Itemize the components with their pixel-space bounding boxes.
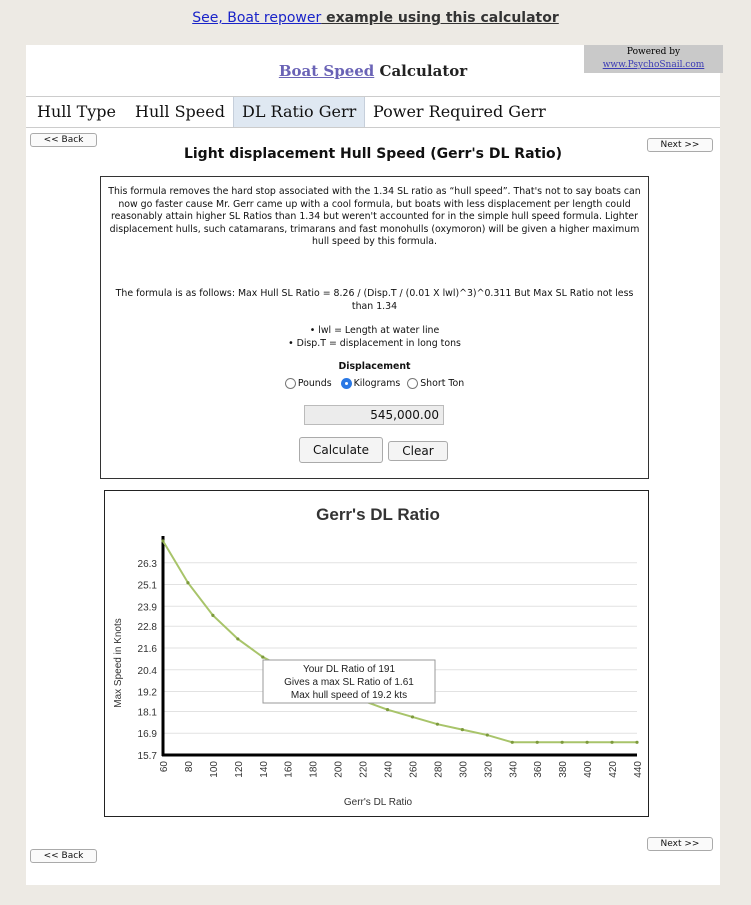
data-point — [261, 655, 264, 658]
x-tick-label: 400 — [583, 761, 595, 778]
bullet-lwl-text: lwl = Length at water line — [318, 325, 440, 336]
chart-y-label: Max Speed in Knots — [113, 618, 124, 708]
tab-power-required-gerr[interactable]: Power Required Gerr — [373, 102, 546, 121]
annotation-line-2: Gives a max SL Ratio of 1.61 — [284, 677, 414, 688]
dl-ratio-chart — [105, 491, 648, 816]
x-tick-label: 80 — [183, 761, 195, 773]
x-tick-label: 440 — [633, 761, 644, 778]
series-line — [163, 541, 637, 742]
back-button-top[interactable]: << Back — [30, 133, 97, 147]
radio-kilograms-circle[interactable] — [341, 378, 352, 389]
page-title — [26, 62, 720, 80]
powered-by-label: Powered by — [626, 47, 681, 57]
back-button-bottom[interactable]: << Back — [30, 849, 97, 863]
chart-title: Gerr's DL Ratio — [316, 505, 440, 524]
calculator-page — [26, 45, 720, 885]
x-tick-label: 420 — [608, 761, 620, 778]
bullet-lwl: • lwl = Length at water line — [309, 325, 440, 336]
boat-repower-link[interactable]: See, Boat repower — [192, 10, 322, 26]
data-point — [211, 614, 214, 617]
y-tick-label: 19.2 — [137, 687, 157, 699]
radio-pounds[interactable] — [285, 378, 332, 389]
bullet-disp: • Disp.T = displacement in long tons — [288, 338, 461, 349]
x-tick-label: 360 — [533, 761, 545, 778]
chart-x-label: Gerr's DL Ratio — [343, 797, 413, 808]
formula-panel — [100, 176, 649, 479]
psychosnail-link[interactable]: www.PsychoSnail.com — [602, 60, 705, 70]
data-point — [561, 741, 564, 744]
radio-pounds-circle[interactable] — [285, 378, 296, 389]
annotation-line-3: Max hull speed of 19.2 kts — [290, 690, 408, 701]
x-tick-label: 140 — [258, 761, 270, 778]
y-tick-label: 18.1 — [137, 707, 157, 719]
x-tick-label: 220 — [358, 761, 370, 778]
x-tick-label: 160 — [283, 761, 295, 778]
displacement-input[interactable]: 545,000.00 — [304, 405, 444, 425]
data-point — [236, 637, 239, 640]
y-tick-label: 23.9 — [137, 602, 157, 614]
data-point — [161, 539, 164, 542]
clear-button[interactable]: Clear — [388, 441, 448, 461]
radio-short-ton[interactable] — [407, 378, 464, 389]
displacement-label: Displacement — [338, 361, 411, 372]
formula-intro-text: This formula removes the hard stop associated with the 1.34 SL ratio as “hull speed”. That's not to say boats can now go faster cause Mr. Gerr came up with a cool formula, but boats with less displacement per length could reasonably attain higher SL Ratios than 1.34 but weren't accounted for in the simple hull speed formula. Lighter displacement hulls, such catamarans, trimarans and fast monohulls (oxymoron) will be given a higher maximum hull speed by this formula. — [108, 186, 641, 248]
radio-kilograms-label: Kilograms — [353, 378, 401, 389]
radio-short-ton-circle[interactable] — [407, 378, 418, 389]
y-tick-label: 15.7 — [137, 751, 157, 762]
x-tick-label: 100 — [208, 761, 220, 778]
x-tick-label: 240 — [383, 761, 395, 778]
x-tick-label: 340 — [508, 761, 520, 778]
radio-kilograms[interactable] — [341, 378, 401, 389]
radio-short-ton-label: Short Ton — [420, 378, 465, 389]
x-tick-label: 320 — [483, 761, 495, 778]
next-button-top[interactable]: Next >> — [647, 138, 713, 152]
data-point — [411, 715, 414, 718]
bullet-disp-text: Disp.T = displacement in long tons — [296, 338, 461, 349]
unit-radio-group — [101, 377, 648, 390]
data-point — [511, 741, 514, 744]
data-point — [386, 708, 389, 711]
data-point — [635, 741, 638, 744]
x-tick-label: 280 — [433, 761, 445, 778]
x-tick-label: 300 — [458, 761, 470, 778]
radio-pounds-label: Pounds — [297, 378, 332, 389]
x-tick-label: 260 — [408, 761, 420, 778]
example-link-text: example using this calculator — [321, 10, 559, 26]
data-point — [586, 741, 589, 744]
tab-bar — [26, 96, 720, 128]
y-tick-label: 16.9 — [137, 729, 157, 741]
chart-panel — [104, 490, 649, 817]
example-link-row — [0, 10, 751, 26]
calculate-button[interactable]: Calculate — [299, 437, 383, 463]
boat-speed-link[interactable]: Boat Speed — [278, 62, 375, 80]
x-tick-label: 120 — [233, 761, 245, 778]
annotation-line-1: Your DL Ratio of 191 — [302, 664, 396, 675]
data-point — [436, 723, 439, 726]
y-tick-label: 20.4 — [137, 665, 157, 677]
formula-text: The formula is as follows: Max Hull SL Ratio = 8.26 / (Disp.T / (0.01 X lwl)^3)^0.311 But Max SL Ratio not less than 1.34 — [115, 288, 634, 312]
data-point — [536, 741, 539, 744]
chart-annotation — [263, 660, 435, 703]
section-heading: Light displacement Hull Speed (Gerr's DL Ratio) — [183, 146, 563, 162]
x-tick-label: 60 — [159, 761, 170, 773]
data-point — [486, 733, 489, 736]
tab-hull-type[interactable]: Hull Type — [37, 102, 116, 121]
data-point — [610, 741, 613, 744]
title-rest: Calculator — [374, 62, 468, 80]
data-point — [186, 581, 189, 584]
data-point — [461, 728, 464, 731]
y-tick-label: 25.1 — [137, 580, 157, 592]
x-tick-label: 180 — [308, 761, 320, 778]
x-tick-label: 380 — [558, 761, 570, 778]
y-tick-label: 21.6 — [137, 644, 157, 655]
x-tick-label: 200 — [333, 761, 345, 778]
y-tick-label: 26.3 — [137, 558, 157, 570]
y-tick-label: 22.8 — [137, 622, 157, 634]
tab-dl-ratio-gerr[interactable]: DL Ratio Gerr — [233, 97, 365, 127]
tab-hull-speed[interactable]: Hull Speed — [135, 102, 225, 121]
next-button-bottom[interactable]: Next >> — [647, 837, 713, 851]
